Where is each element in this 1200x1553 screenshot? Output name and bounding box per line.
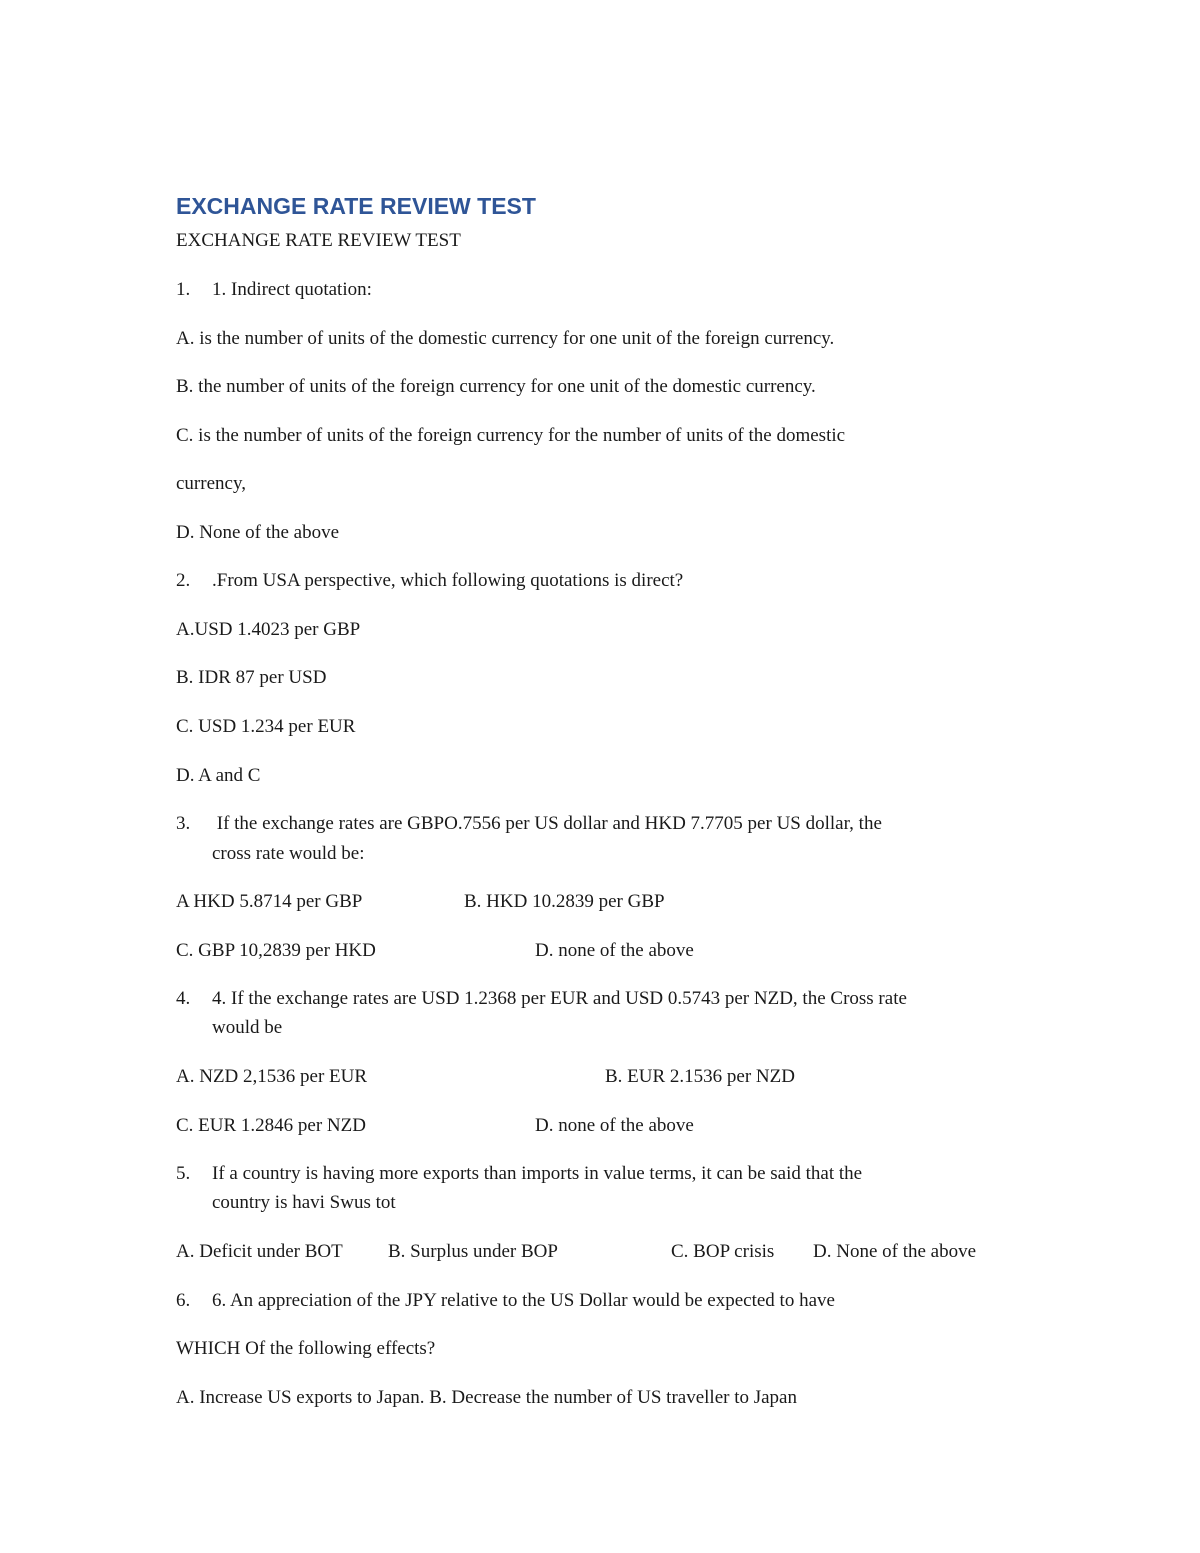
question-2-option-a: A.USD 1.4023 per GBP [176,619,361,640]
question-2-option-d: D. A and C [176,765,261,786]
question-4 [176,987,907,1011]
question-3-option-a: A HKD 5.8714 per GBP [176,891,363,912]
question-5 [176,1162,862,1186]
question-5-text: If a country is having more exports than imports in value terms, it can be said that the [212,1163,863,1184]
question-3-number: 3. [176,813,191,834]
question-5-text-continued: country is havi Swus tot [212,1192,396,1213]
question-1-option-d: D. None of the above [176,522,340,543]
question-2-text: .From USA perspective, which following quotations is direct? [212,570,684,591]
question-5-option-a: A. Deficit under BOT [176,1241,343,1262]
question-5-option-c: C. BOP crisis [671,1241,775,1262]
question-1-option-a: A. is the number of units of the domestic currency for one unit of the foreign currency. [176,328,835,349]
question-3 [176,812,882,836]
question-4-number: 4. [176,988,191,1009]
question-4-option-a: A. NZD 2,1536 per EUR [176,1066,368,1087]
question-2-option-c: C. USD 1.234 per EUR [176,716,356,737]
question-1-text: 1. Indirect quotation: [212,279,372,300]
question-3-text: If the exchange rates are GBPO.7556 per US dollar and HKD 7.7705 per US dollar, the [212,813,882,834]
question-1-option-b: B. the number of units of the foreign currency for one unit of the domestic currency. [176,376,816,397]
question-5-option-d: D. None of the above [813,1241,977,1262]
question-6-text: 6. An appreciation of the JPY relative to the US Dollar would be expected to have [212,1290,835,1311]
question-1-option-c: C. is the number of units of the foreign currency for the number of units of the domestic [176,425,846,446]
question-3-option-b: B. HKD 10.2839 per GBP [464,891,665,912]
question-4-text: 4. If the exchange rates are USD 1.2368 per EUR and USD 0.5743 per NZD, the Cross rate [212,988,907,1009]
question-1 [176,278,372,302]
question-4-option-b: B. EUR 2.1536 per NZD [605,1066,795,1087]
question-6 [176,1289,835,1313]
question-4-option-c: C. EUR 1.2846 per NZD [176,1115,366,1136]
question-3-option-c: C. GBP 10,2839 per HKD [176,940,376,961]
question-3-option-d: D. none of the above [535,940,694,961]
question-2 [176,569,683,593]
question-5-number: 5. [176,1163,191,1184]
question-6-text-continued: WHICH Of the following effects? [176,1338,436,1359]
question-4-text-continued: would be [212,1017,283,1038]
question-2-option-b: B. IDR 87 per USD [176,667,327,688]
question-2-number: 2. [176,570,191,591]
question-4-option-d: D. none of the above [535,1115,694,1136]
document-heading: EXCHANGE RATE REVIEW TEST [176,193,536,219]
question-1-option-c-continued: currency, [176,473,246,494]
question-6-number: 6. [176,1290,191,1311]
question-1-number: 1. [176,279,191,300]
question-3-text-continued: cross rate would be: [212,843,365,864]
question-5-option-b: B. Surplus under BOP [388,1241,558,1262]
document-subtitle: EXCHANGE RATE REVIEW TEST [176,230,461,251]
question-6-options-a-b: A. Increase US exports to Japan. B. Decrease the number of US traveller to Japan [176,1387,797,1408]
